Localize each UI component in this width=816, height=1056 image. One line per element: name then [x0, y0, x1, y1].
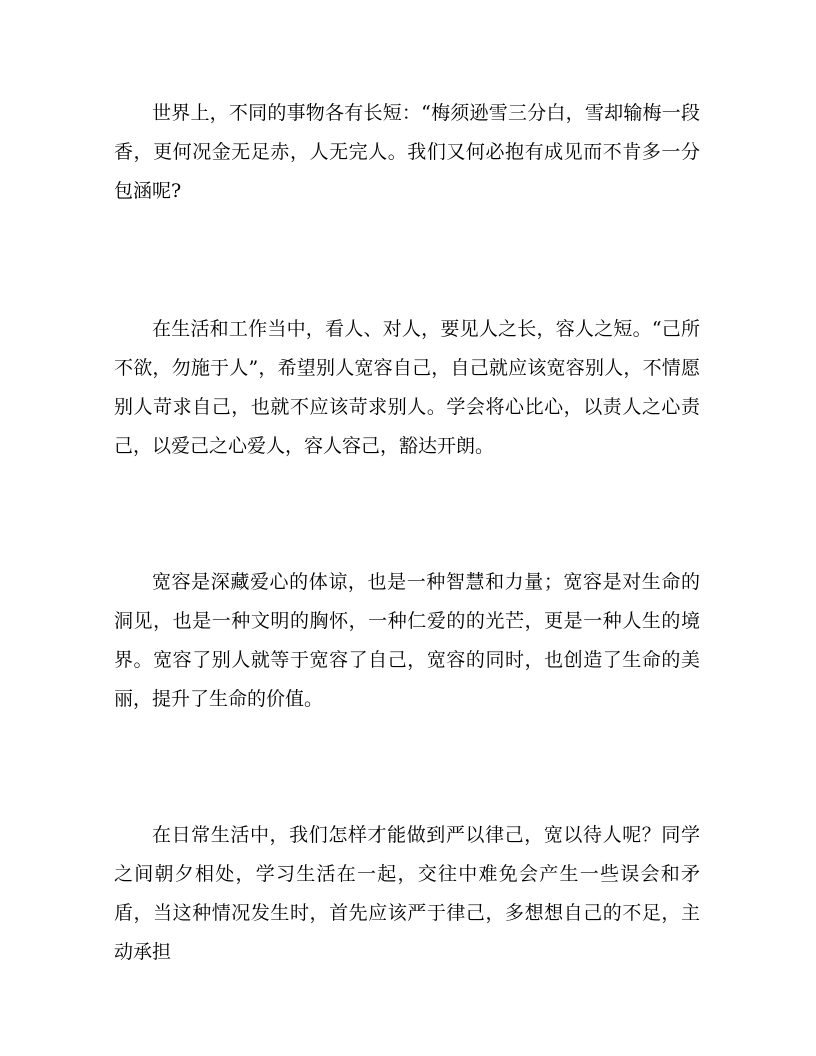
paragraph-1: 世界上，不同的事物各有长短：“梅须逊雪三分白，雪却输梅一段香，更何况金无足赤，人无完人。我们又何必抱有成见而不肯多一分包涵呢? [114, 102, 700, 202]
paragraph-4: 在日常生活中，我们怎样才能做到严以律己，宽以待人呢？同学之间朝夕相处，学习生活在一起，交往中难免会产生一些误会和矛盾，当这种情况发生时，首先应该严于律己，多想想自己的不足，主动承担 [114, 824, 700, 963]
paragraph-2: 在生活和工作当中，看人、对人，要见人之长，容人之短。“己所不欲，勿施于人”，希望别人宽容自己，自己就应该宽容别人，不情愿别人苛求自己，也就不应该苛求别人。学会将心比心，以责人之心责己，以爱己之心爱人，容人容己，豁达开朗。 [114, 318, 700, 457]
paragraph-3: 宽容是深藏爱心的体谅，也是一种智慧和力量；宽容是对生命的洞见，也是一种文明的胸怀，一种仁爱的的光芒，更是一种人生的境界。宽容了别人就等于宽容了自己，宽容的同时，也创造了生命的美丽，提升了生命的价值。 [114, 571, 700, 710]
